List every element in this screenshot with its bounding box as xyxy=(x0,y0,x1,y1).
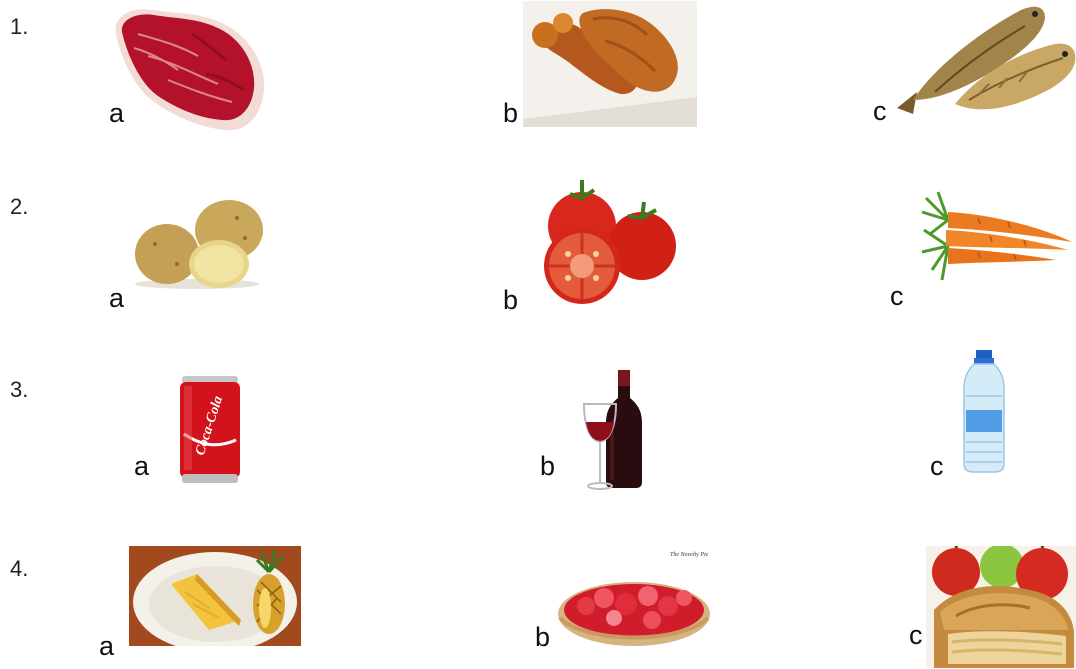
carrots-image xyxy=(918,190,1076,282)
option-letter-4b: b xyxy=(535,622,551,652)
option-letter-3c: c xyxy=(930,451,944,481)
option-letter-1a: a xyxy=(109,98,125,128)
cola-can-logo-text: Coca-Cola xyxy=(192,394,227,458)
strawberry-pie-caption: The Novelty Pie xyxy=(670,552,709,558)
red-wine-image xyxy=(582,370,644,492)
option-letter-1b: b xyxy=(503,98,519,128)
question-number-2: 2. xyxy=(10,194,29,219)
option-letter-3a: a xyxy=(134,451,150,481)
option-letter-2a: a xyxy=(109,283,125,313)
option-letter-4a: a xyxy=(99,631,115,661)
potatoes-image xyxy=(133,194,269,290)
option-letter-2c: c xyxy=(890,281,904,311)
pineapple-cake-image xyxy=(129,546,301,646)
option-letter-4c: c xyxy=(909,620,923,650)
water-bottle-image xyxy=(960,350,1008,474)
question-number-1: 1. xyxy=(10,14,29,39)
question-number-4: 4. xyxy=(10,556,29,581)
dried-fish-image xyxy=(895,0,1076,118)
fried-chicken-image xyxy=(523,1,697,127)
question-number-3: 3. xyxy=(10,377,29,402)
option-letter-2b: b xyxy=(503,285,519,315)
steak-image xyxy=(108,4,268,136)
apple-pie-image xyxy=(926,546,1076,668)
strawberry-pie-image xyxy=(556,548,712,648)
option-letter-3b: b xyxy=(540,451,556,481)
option-letter-1c: c xyxy=(873,96,887,126)
tomatoes-image xyxy=(538,172,678,306)
cola-can-image xyxy=(178,374,242,486)
